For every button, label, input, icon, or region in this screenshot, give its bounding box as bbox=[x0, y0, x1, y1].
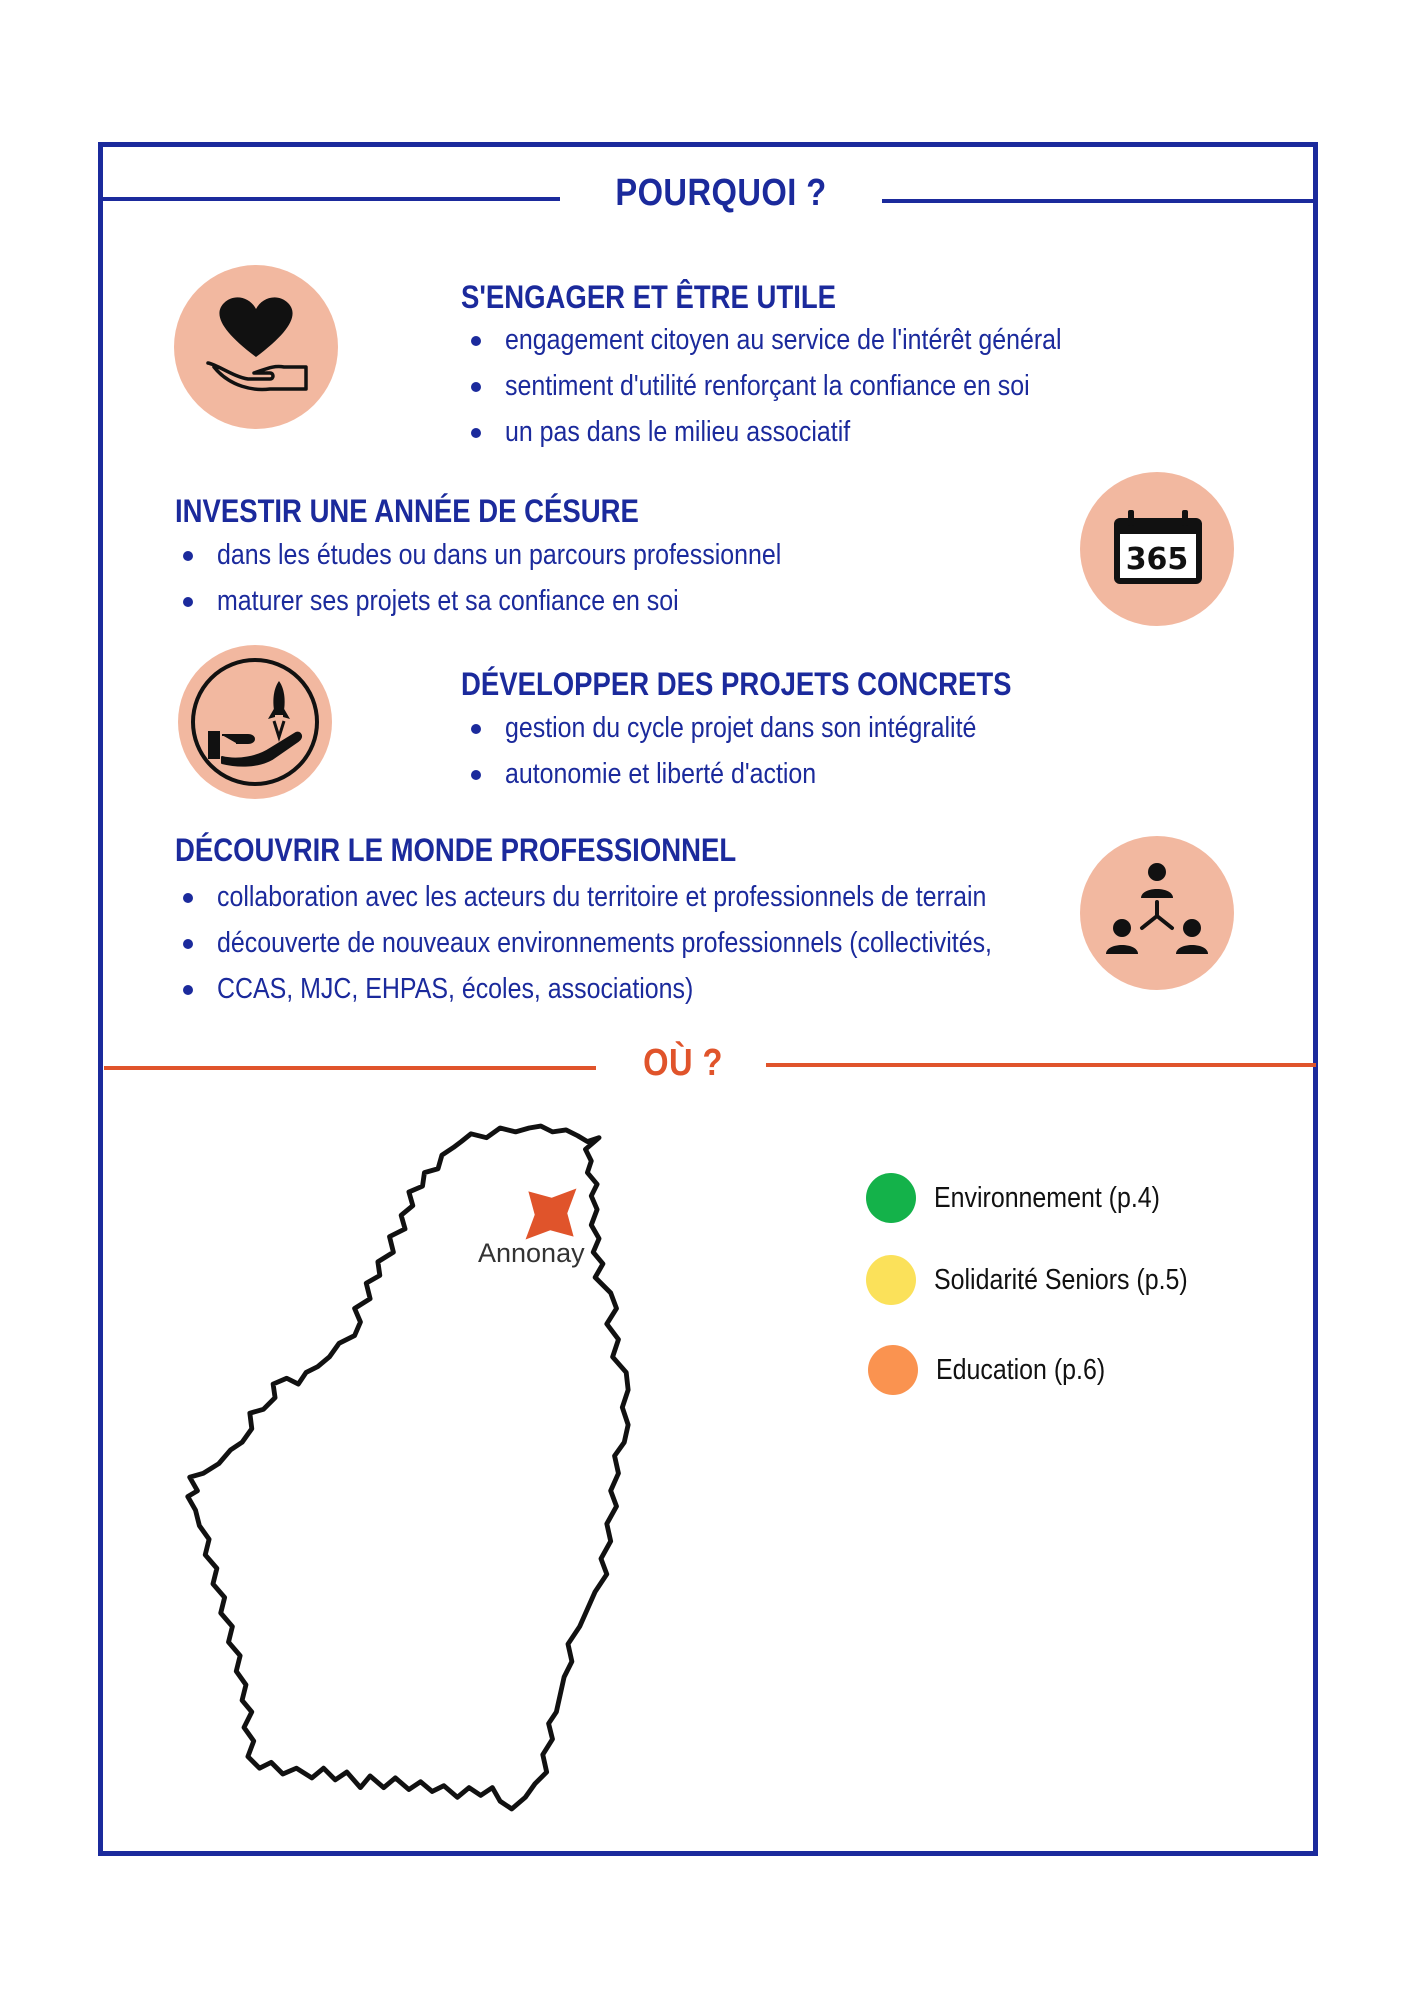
orange-dot-icon bbox=[868, 1345, 918, 1395]
where-heading: OÙ ? bbox=[643, 1042, 723, 1084]
list-item: un pas dans le milieu associatif bbox=[463, 409, 1152, 455]
where-rule-right bbox=[766, 1063, 1316, 1067]
heart-in-hand-icon bbox=[174, 265, 338, 429]
legend-item-seniors: Solidarité Seniors (p.5) bbox=[866, 1254, 1229, 1306]
list-item: sentiment d'utilité renforçant la confiance en soi bbox=[463, 363, 1152, 409]
section-title-engage: S'ENGAGER ET ÊTRE UTILE bbox=[461, 279, 837, 315]
legend-item-environnement: Environnement (p.4) bbox=[866, 1172, 1197, 1224]
svg-text:365: 365 bbox=[1125, 542, 1189, 577]
section-title-pro: DÉCOUVRIR LE MONDE PROFESSIONNEL bbox=[175, 832, 737, 868]
calendar-365-icon bbox=[1080, 472, 1234, 626]
list-item: collaboration avec les acteurs du territoire et professionnels de terrain bbox=[175, 874, 1118, 920]
engagement-icon-circle bbox=[174, 265, 338, 429]
region-map bbox=[170, 1110, 650, 1830]
network-people-icon bbox=[1080, 836, 1234, 990]
section-bullets-cesure bbox=[175, 532, 873, 624]
heading-rule-left bbox=[100, 197, 560, 201]
section-bullets-projects bbox=[463, 705, 1053, 797]
map-city-label: Annonay bbox=[478, 1238, 585, 1268]
green-dot-icon bbox=[866, 1173, 916, 1223]
legend-item-education: Education (p.6) bbox=[868, 1344, 1133, 1396]
why-heading: POURQUOI ? bbox=[615, 172, 827, 214]
section-title-projects: DÉVELOPPER DES PROJETS CONCRETS bbox=[461, 666, 1012, 702]
list-item: engagement citoyen au service de l'intérêt général bbox=[463, 317, 1152, 363]
pro-icon-circle bbox=[1080, 836, 1234, 990]
list-item: autonomie et liberté d'action bbox=[463, 751, 1053, 797]
projects-icon-circle bbox=[178, 645, 332, 799]
rocket-in-hand-icon bbox=[178, 645, 332, 799]
list-item: dans les études ou dans un parcours professionnel bbox=[175, 532, 873, 578]
list-item: gestion du cycle projet dans son intégralité bbox=[463, 705, 1053, 751]
list-item: maturer ses projets et sa confiance en soi bbox=[175, 578, 873, 624]
cesure-icon-circle bbox=[1080, 472, 1234, 626]
section-title-cesure: INVESTIR UNE ANNÉE DE CÉSURE bbox=[175, 493, 639, 529]
where-rule-left bbox=[104, 1066, 596, 1070]
list-item: découverte de nouveaux environnements professionnels (collectivités, bbox=[175, 920, 1118, 966]
heading-rule-right bbox=[882, 199, 1316, 203]
section-bullets-pro bbox=[175, 874, 1118, 1012]
yellow-dot-icon bbox=[866, 1255, 916, 1305]
list-item-continuation: CCAS, MJC, EHPAS, écoles, associations) bbox=[175, 966, 1118, 1012]
section-bullets-engage bbox=[463, 317, 1152, 455]
